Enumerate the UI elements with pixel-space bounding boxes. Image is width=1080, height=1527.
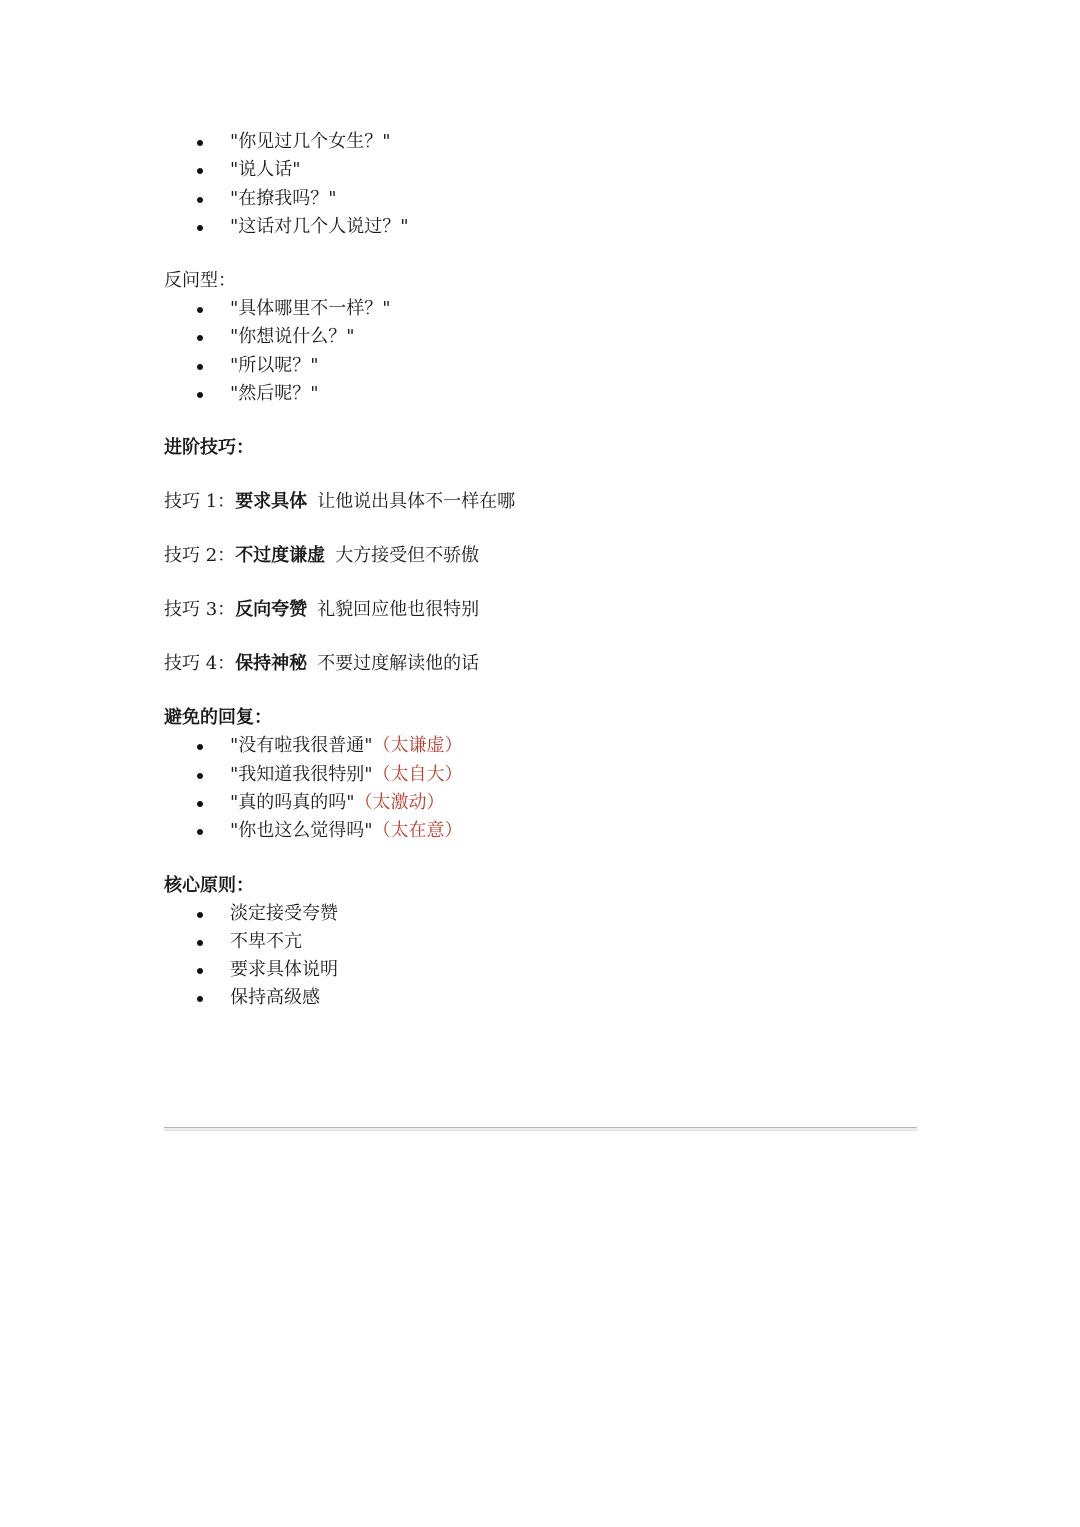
tip-name: 保持神秘 xyxy=(235,653,308,675)
list-item: "说人话" xyxy=(164,156,918,184)
tip-desc: 礼貌回应他也很特别 xyxy=(317,599,480,621)
heading-avoid: 避免的回复： xyxy=(164,707,272,729)
heading-rhetorical: 反问型： xyxy=(164,270,236,292)
list-item: 不卑不亢 xyxy=(164,928,918,956)
list-item: "然后呢？" xyxy=(164,380,918,408)
avoid-text: "我知道我很特别" xyxy=(230,763,373,785)
heading-advanced: 进阶技巧： xyxy=(164,437,254,459)
avoid-note: （太在意） xyxy=(372,820,463,842)
tip-name: 不过度谦虚 xyxy=(235,545,326,567)
list-item: "你想说什么？" xyxy=(164,323,918,351)
avoid-list xyxy=(164,732,918,845)
avoid-note: （太激动） xyxy=(354,791,445,813)
list-item: 淡定接受夸赞 xyxy=(164,900,918,928)
avoid-note: （太自大） xyxy=(372,763,463,785)
avoid-text: "真的吗真的吗" xyxy=(230,791,355,813)
avoid-text: "没有啦我很普通" xyxy=(230,735,373,757)
rhetorical-list xyxy=(164,295,918,408)
tip-desc: 让他说出具体不一样在哪 xyxy=(317,491,516,513)
heading-core: 核心原则： xyxy=(164,874,254,896)
list-item xyxy=(164,789,918,817)
tip-3 xyxy=(164,596,918,624)
tip-2 xyxy=(164,542,918,570)
tip-prefix: 技巧 1： xyxy=(164,491,236,513)
list-item: "这话对几个人说过？" xyxy=(164,213,918,241)
list-item: 保持高级感 xyxy=(164,984,918,1012)
list-item: "所以呢？" xyxy=(164,352,918,380)
tip-prefix: 技巧 2： xyxy=(164,545,236,567)
tip-1 xyxy=(164,488,918,516)
avoid-note: （太谦虚） xyxy=(372,735,463,757)
document-body xyxy=(164,128,918,1013)
list-item xyxy=(164,817,918,845)
list-item: "在撩我吗？" xyxy=(164,185,918,213)
list-item: 要求具体说明 xyxy=(164,956,918,984)
avoid-text: "你也这么觉得吗" xyxy=(230,820,373,842)
core-list xyxy=(164,900,918,1013)
tip-desc: 大方接受但不骄傲 xyxy=(335,545,480,567)
tip-4 xyxy=(164,650,918,678)
tip-desc: 不要过度解读他的话 xyxy=(317,653,480,675)
tip-prefix: 技巧 3： xyxy=(164,599,236,621)
list-item: "你见过几个女生？" xyxy=(164,128,918,156)
tip-name: 反向夸赞 xyxy=(235,599,308,621)
top-list xyxy=(164,128,918,241)
tip-prefix: 技巧 4： xyxy=(164,653,236,675)
list-item: "具体哪里不一样？" xyxy=(164,295,918,323)
list-item xyxy=(164,732,918,760)
list-item xyxy=(164,761,918,789)
horizontal-rule xyxy=(164,1127,917,1131)
tip-name: 要求具体 xyxy=(235,491,308,513)
